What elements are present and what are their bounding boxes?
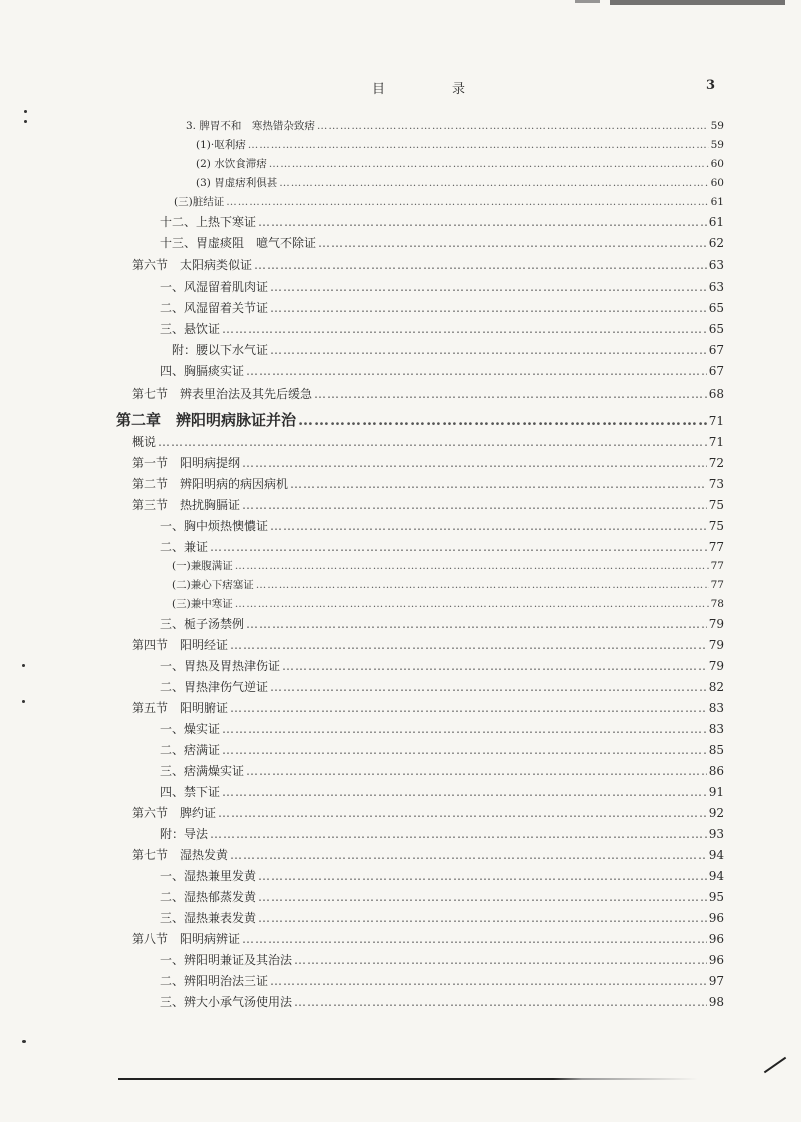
toc-entry-number: 第七节 bbox=[132, 848, 181, 862]
toc-entry-page: 96 bbox=[708, 953, 724, 967]
toc-entry bbox=[0, 657, 801, 677]
header-title: 录 bbox=[452, 82, 466, 97]
dot-leader bbox=[258, 911, 707, 925]
toc-entry-number: (一) bbox=[172, 560, 191, 572]
toc-entry-page: 96 bbox=[708, 932, 724, 946]
dot-leader bbox=[235, 598, 709, 610]
toc-entry-title: 胃热及胃热津伤证 bbox=[184, 659, 281, 673]
toc-entry-title: 导法 bbox=[184, 827, 209, 841]
toc-entry-title: 辨表里治法及其先后缓急 bbox=[180, 387, 313, 401]
toc-entry bbox=[0, 720, 801, 740]
toc-entry-page: 72 bbox=[708, 456, 724, 470]
dot-leader bbox=[242, 932, 707, 946]
toc-entry-title: 兼腹满证 bbox=[190, 560, 233, 572]
toc-entry-title: 辨阳明治法三证 bbox=[184, 974, 269, 988]
toc-entry bbox=[0, 175, 801, 195]
toc-entry-title: 阳明腑证 bbox=[180, 701, 229, 715]
toc-entry bbox=[0, 972, 801, 992]
toc-entry-title: 辨大小承气汤使用法 bbox=[184, 995, 293, 1009]
toc-entry bbox=[0, 762, 801, 782]
toc-entry bbox=[0, 213, 801, 233]
toc-entry bbox=[0, 846, 801, 866]
dot-leader bbox=[222, 722, 707, 736]
dot-leader bbox=[294, 995, 707, 1009]
dot-leader bbox=[246, 764, 707, 778]
toc-entry bbox=[0, 278, 801, 298]
toc-entry-title: 悬饮证 bbox=[184, 322, 221, 336]
toc-entry-page: 65 bbox=[708, 301, 724, 315]
toc-entry bbox=[0, 867, 801, 887]
toc-entry-title: 栀子汤禁例 bbox=[184, 617, 245, 631]
toc-entry-title: 阳明病提纲 bbox=[180, 456, 241, 470]
dot-leader bbox=[279, 177, 708, 189]
scan-artifact bbox=[575, 0, 600, 3]
toc-entry-page: 75 bbox=[708, 498, 724, 512]
toc-entry-number: 四、 bbox=[160, 364, 185, 378]
toc-entry-number: 一、 bbox=[160, 280, 185, 294]
toc-entry-number: 一、 bbox=[160, 953, 185, 967]
toc-entry bbox=[0, 299, 801, 319]
dot-leader bbox=[222, 743, 707, 757]
toc-entry-page: 83 bbox=[708, 722, 724, 736]
toc-entry-number: (二) bbox=[172, 579, 191, 591]
toc-entry bbox=[0, 993, 801, 1013]
toc-entry-page: 79 bbox=[708, 659, 724, 673]
dot-leader bbox=[230, 638, 707, 652]
toc-entry-number: 3. bbox=[186, 120, 200, 132]
toc-entry-number: 第六节 bbox=[132, 258, 181, 272]
toc-entry-number: 附： bbox=[160, 827, 185, 841]
toc-entry-page: 63 bbox=[708, 280, 724, 294]
pen-mark bbox=[764, 1057, 786, 1074]
toc-entry bbox=[0, 475, 801, 495]
toc-entry bbox=[0, 385, 801, 405]
dot-leader bbox=[210, 827, 707, 841]
dot-leader bbox=[270, 343, 707, 357]
toc-entry-title: 风湿留着肌肉证 bbox=[184, 280, 269, 294]
toc-entry bbox=[0, 951, 801, 971]
toc-entry-title: 脏结证 bbox=[192, 196, 225, 208]
toc-entry bbox=[0, 341, 801, 361]
toc-entry-title: 兼中寒证 bbox=[190, 598, 233, 610]
toc-entry-number: (三) bbox=[174, 196, 193, 208]
dot-leader bbox=[290, 477, 707, 491]
dot-leader bbox=[222, 322, 707, 336]
toc-entry bbox=[0, 118, 801, 138]
dot-leader bbox=[294, 953, 707, 967]
toc-entry-page: 94 bbox=[708, 869, 724, 883]
toc-entry bbox=[0, 320, 801, 340]
toc-entry bbox=[0, 930, 801, 950]
toc-entry bbox=[0, 615, 801, 635]
toc-entry bbox=[0, 137, 801, 157]
toc-entry-title: 湿热兼表发黄 bbox=[184, 911, 257, 925]
dot-leader bbox=[269, 158, 709, 170]
toc-entry bbox=[0, 362, 801, 382]
toc-entry-number: 二、 bbox=[160, 890, 185, 904]
toc-entry-title: 胃虚痞利俱甚 bbox=[214, 177, 278, 189]
dot-leader bbox=[270, 519, 707, 533]
toc-entry bbox=[0, 156, 801, 176]
toc-entry-page: 94 bbox=[708, 848, 724, 862]
toc-entry-page: 77 bbox=[708, 540, 724, 554]
toc-entry-page: 95 bbox=[708, 890, 724, 904]
toc-entry-page: 62 bbox=[708, 236, 724, 250]
toc-entry-title: 禁下证 bbox=[184, 785, 221, 799]
toc-entry bbox=[0, 558, 801, 578]
dot-leader bbox=[318, 236, 707, 250]
toc-entry-page: 59 bbox=[710, 139, 724, 151]
toc-entry-page: 63 bbox=[708, 258, 724, 272]
toc-entry-number: 第三节 bbox=[132, 498, 181, 512]
toc-entry-page: 85 bbox=[708, 743, 724, 757]
toc-entry-page: 97 bbox=[708, 974, 724, 988]
dot-leader bbox=[246, 617, 707, 631]
toc-entry-page: 77 bbox=[710, 579, 724, 591]
toc-entry-number: 第一节 bbox=[132, 456, 181, 470]
toc-entry-title: 脾胃不和 寒热错杂致痞 bbox=[199, 120, 315, 132]
toc-entry-page: 75 bbox=[708, 519, 724, 533]
toc-entry-number: 十三、 bbox=[160, 236, 197, 250]
page-number: 3 bbox=[706, 78, 716, 93]
toc-entry-title: 痞满证 bbox=[184, 743, 221, 757]
toc-entry bbox=[0, 783, 801, 803]
dot-leader bbox=[235, 560, 709, 572]
dot-leader bbox=[230, 848, 707, 862]
toc-entry-title: 燥实证 bbox=[184, 722, 221, 736]
dot-leader bbox=[256, 579, 709, 591]
dot-leader bbox=[210, 540, 707, 554]
toc-entry-title: 胸中烦热懊憹证 bbox=[184, 519, 269, 533]
toc-entry-title: 腰以下水气证 bbox=[196, 343, 269, 357]
toc-entry bbox=[0, 496, 801, 516]
toc-entry-page: 71 bbox=[708, 414, 724, 428]
toc-entry-title: 兼心下痞塞证 bbox=[190, 579, 254, 591]
toc-entry-title: 概说 bbox=[132, 435, 157, 449]
dot-leader bbox=[282, 659, 707, 673]
toc-entry-number: (1)· bbox=[196, 139, 215, 151]
toc-entry-number: 三、 bbox=[160, 322, 185, 336]
toc-entry-page: 65 bbox=[708, 322, 724, 336]
toc-entry-page: 71 bbox=[708, 435, 724, 449]
toc-entry-page: 93 bbox=[708, 827, 724, 841]
toc-entry-page: 78 bbox=[710, 598, 724, 610]
toc-entry-title: 呕利痞 bbox=[214, 139, 246, 151]
toc-entry-number: 三、 bbox=[160, 764, 185, 778]
toc-entry-title: 阳明病辨证 bbox=[180, 932, 241, 946]
toc-entry-page: 68 bbox=[708, 387, 724, 401]
toc-entry-title: 太阳病类似证 bbox=[180, 258, 253, 272]
dot-leader bbox=[230, 701, 707, 715]
toc-entry-title: 湿热发黄 bbox=[180, 848, 229, 862]
toc-entry-title: 上热下寒证 bbox=[196, 215, 257, 229]
toc-entry-page: 98 bbox=[708, 995, 724, 1009]
dot-leader bbox=[314, 387, 707, 401]
toc-entry-number: 第七节 bbox=[132, 387, 181, 401]
toc-entry-page: 92 bbox=[708, 806, 724, 820]
toc-entry-page: 61 bbox=[710, 196, 724, 208]
dot-leader bbox=[242, 456, 707, 470]
toc-entry-page: 67 bbox=[708, 343, 724, 357]
dot-leader bbox=[226, 196, 708, 208]
toc-entry bbox=[0, 804, 801, 824]
toc-entry bbox=[0, 234, 801, 254]
toc-entry bbox=[0, 636, 801, 656]
toc-entry-title: 辨阳明病的病因病机 bbox=[180, 477, 289, 491]
toc-entry bbox=[0, 194, 801, 214]
toc-entry-page: 77 bbox=[710, 560, 724, 572]
toc-entry-number: 三、 bbox=[160, 617, 185, 631]
toc-entry-title: 风湿留着关节证 bbox=[184, 301, 269, 315]
toc-entry-number: 二、 bbox=[160, 301, 185, 315]
dot-leader bbox=[218, 806, 707, 820]
scan-speck bbox=[24, 120, 27, 123]
toc-entry bbox=[0, 825, 801, 845]
toc-entry-page: 96 bbox=[708, 911, 724, 925]
toc-entry bbox=[0, 577, 801, 597]
toc-entry-number: 二、 bbox=[160, 743, 185, 757]
toc-entry-page: 61 bbox=[708, 215, 724, 229]
toc-entry-number: 一、 bbox=[160, 519, 185, 533]
toc-entry-title: 湿热兼里发黄 bbox=[184, 869, 257, 883]
toc-entry-number: 第二章 bbox=[116, 411, 177, 429]
dot-leader bbox=[158, 435, 707, 449]
toc-entry-number: 一、 bbox=[160, 659, 185, 673]
page-header bbox=[0, 78, 801, 98]
toc-entry-title: 痞满燥实证 bbox=[184, 764, 245, 778]
toc-entry-number: 第五节 bbox=[132, 701, 181, 715]
toc-entry bbox=[0, 596, 801, 616]
scan-speck bbox=[22, 664, 25, 667]
toc-entry bbox=[0, 454, 801, 474]
toc-entry-number: 第二节 bbox=[132, 477, 181, 491]
dot-leader bbox=[258, 890, 707, 904]
toc-entry-title: 脾约证 bbox=[180, 806, 217, 820]
toc-entry bbox=[0, 433, 801, 453]
dot-leader bbox=[258, 869, 707, 883]
toc-entry-page: 86 bbox=[708, 764, 724, 778]
toc-entry-title: 胃热津伤气逆证 bbox=[184, 680, 269, 694]
toc-entry-number: 一、 bbox=[160, 722, 185, 736]
toc-entry-number: 二、 bbox=[160, 974, 185, 988]
toc-entry-number: 二、 bbox=[160, 680, 185, 694]
toc-entry bbox=[0, 256, 801, 276]
toc-entry-number: 二、 bbox=[160, 540, 185, 554]
toc-entry bbox=[0, 538, 801, 558]
toc-entry-page: 73 bbox=[708, 477, 724, 491]
toc-entry-title: 兼证 bbox=[184, 540, 209, 554]
toc-entry-page: 83 bbox=[708, 701, 724, 715]
toc-entry-page: 60 bbox=[710, 177, 724, 189]
scan-speck bbox=[22, 700, 25, 703]
toc-entry-number: 十二、 bbox=[160, 215, 197, 229]
toc-entry-page: 91 bbox=[708, 785, 724, 799]
toc-entry-page: 59 bbox=[710, 120, 724, 132]
toc-entry-title: 胸膈痰实证 bbox=[184, 364, 245, 378]
toc-entry-number: 一、 bbox=[160, 869, 185, 883]
toc-entry-title: 湿热郁蒸发黄 bbox=[184, 890, 257, 904]
toc-entry-number: 第八节 bbox=[132, 932, 181, 946]
dot-leader bbox=[258, 215, 707, 229]
toc-entry-number: 三、 bbox=[160, 911, 185, 925]
dot-leader bbox=[246, 364, 707, 378]
dot-leader bbox=[270, 974, 707, 988]
scan-speck bbox=[22, 1040, 26, 1043]
toc-entry-number: 四、 bbox=[160, 785, 185, 799]
dot-leader bbox=[317, 120, 709, 132]
scan-speck bbox=[24, 110, 27, 113]
scan-artifact bbox=[610, 0, 785, 5]
bottom-rule bbox=[118, 1078, 698, 1080]
dot-leader bbox=[222, 785, 707, 799]
dot-leader bbox=[270, 280, 707, 294]
toc-entry bbox=[0, 409, 801, 429]
toc-entry-number: 附： bbox=[172, 343, 197, 357]
toc-entry-number: (3) bbox=[196, 177, 215, 189]
dot-leader bbox=[270, 680, 707, 694]
toc-entry bbox=[0, 699, 801, 719]
toc-entry-title: 辨阳明病脉证并治 bbox=[176, 411, 297, 429]
header-title: 目 bbox=[372, 82, 386, 97]
toc-entry-number: 三、 bbox=[160, 995, 185, 1009]
toc-entry-number: (2) bbox=[196, 158, 215, 170]
dot-leader bbox=[270, 301, 707, 315]
toc-entry-title: 胃虚痰阻 噫气不除证 bbox=[196, 236, 317, 250]
toc-entry-title: 辨阳明兼证及其治法 bbox=[184, 953, 293, 967]
toc-entry bbox=[0, 741, 801, 761]
toc-entry bbox=[0, 678, 801, 698]
toc-entry bbox=[0, 888, 801, 908]
toc-entry-number: 第六节 bbox=[132, 806, 181, 820]
toc-entry-page: 82 bbox=[708, 680, 724, 694]
toc-entry-page: 79 bbox=[708, 638, 724, 652]
toc-entry-number: (三) bbox=[172, 598, 191, 610]
toc-entry-title: 阳明经证 bbox=[180, 638, 229, 652]
toc-entry-number: 第四节 bbox=[132, 638, 181, 652]
toc-entry-page: 79 bbox=[708, 617, 724, 631]
toc-entry-title: 水饮食滞痞 bbox=[214, 158, 267, 170]
dot-leader bbox=[242, 498, 707, 512]
dot-leader bbox=[248, 139, 709, 151]
dot-leader bbox=[254, 258, 707, 272]
dot-leader bbox=[298, 411, 707, 429]
toc-entry-page: 67 bbox=[708, 364, 724, 378]
toc-entry-page: 60 bbox=[710, 158, 724, 170]
toc-entry bbox=[0, 517, 801, 537]
toc-entry-title: 热扰胸膈证 bbox=[180, 498, 241, 512]
toc-entry bbox=[0, 909, 801, 929]
